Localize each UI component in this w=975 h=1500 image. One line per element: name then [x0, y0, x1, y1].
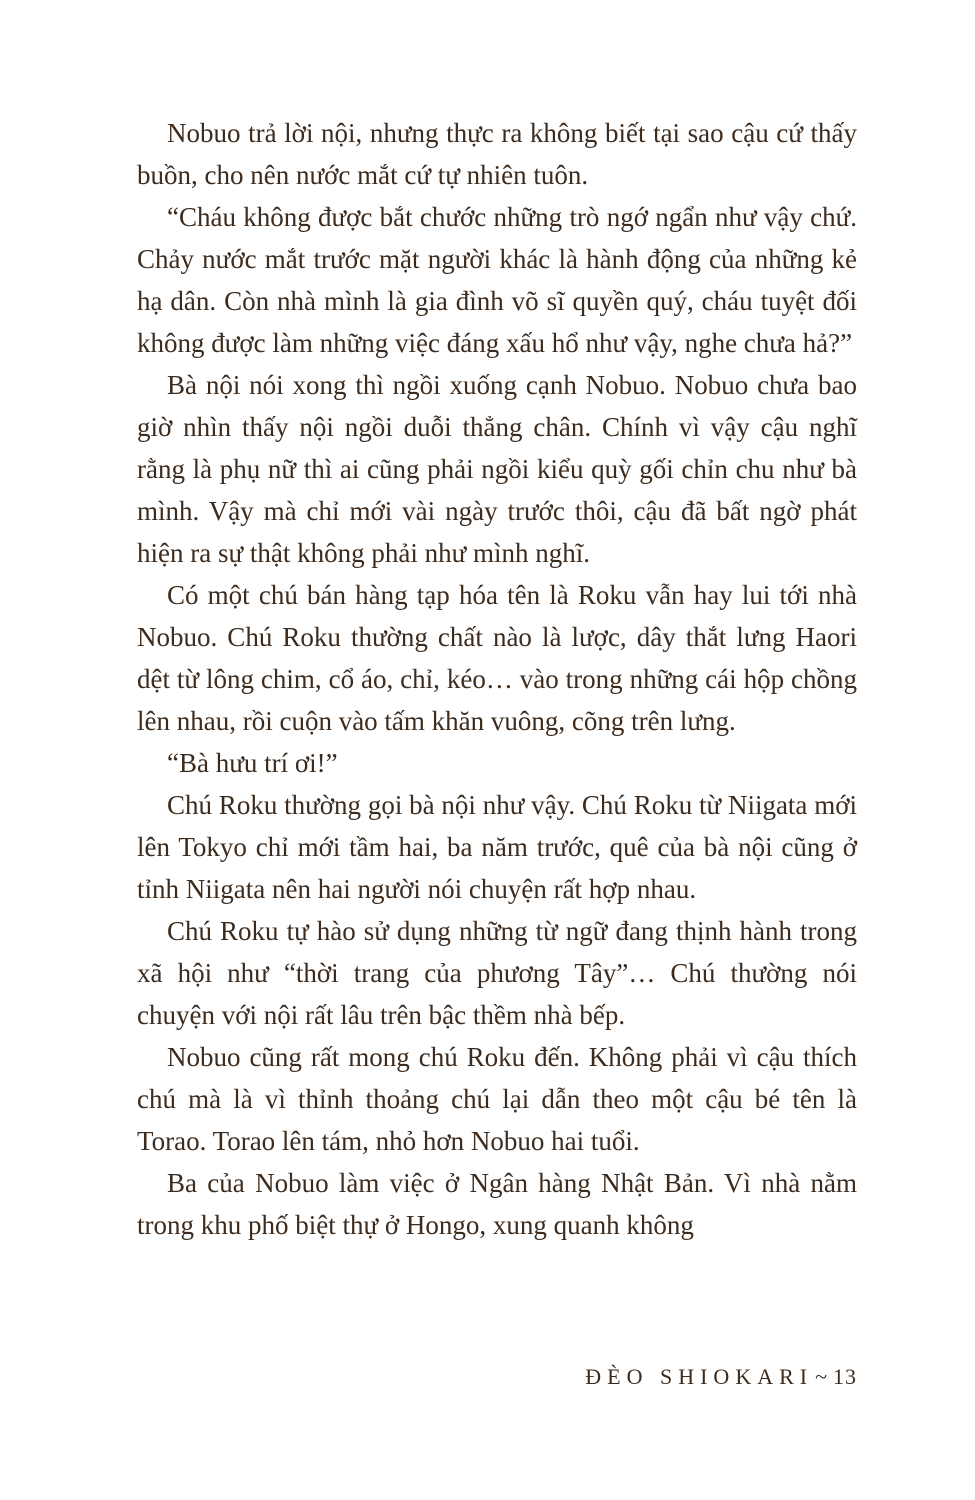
paragraph: Nobuo trả lời nội, nhưng thực ra không biết tại sao cậu cứ thấy buồn, cho nên nước mắt cứ tự nhiên tuôn. — [137, 118, 857, 190]
paragraph: Có một chú bán hàng tạp hóa tên là Roku vẫn hay lui tới nhà Nobuo. Chú Roku thường chất nào là lược, dây thắt lưng Haori dệt từ lông chim, cổ áo, chỉ, kéo… vào trong những cái hộp chồng lên nhau, rồi cuộn vào tấm khăn vuông, cõng trên lưng. — [137, 580, 857, 736]
body-text — [137, 112, 857, 1246]
paragraph: Chú Roku tự hào sử dụng những từ ngữ đang thịnh hành trong xã hội như “thời trang của phương Tây”… Chú thường nói chuyện với nội rất lâu trên bậc thềm nhà bếp. — [137, 916, 857, 1030]
paragraph: Ba của Nobuo làm việc ở Ngân hàng Nhật Bản. Vì nhà nằm trong khu phố biệt thự ở Hongo, xung quanh không — [137, 1168, 857, 1240]
paragraph: Bà nội nói xong thì ngồi xuống cạnh Nobuo. Nobuo chưa bao giờ nhìn thấy nội ngồi duỗi thẳng chân. Chính vì vậy cậu nghĩ rằng là phụ nữ thì ai cũng phải ngồi kiểu quỳ gối chỉn chu như bà mình. Vậy mà chỉ mới vài ngày trước thôi, cậu đã bất ngờ phát hiện ra sự thật không phải như mình nghĩ. — [137, 370, 857, 568]
paragraph: “Bà hưu trí ơi!” — [167, 748, 338, 778]
running-title: ĐÈO SHIOKARI — [585, 1364, 814, 1389]
footer-separator: ~ — [815, 1364, 827, 1389]
page-number: 13 — [833, 1364, 857, 1389]
paragraph: “Cháu không được bắt chước những trò ngớ ngẩn như vậy chứ. Chảy nước mắt trước mặt người khác là hành động của những kẻ hạ dân. Còn nhà mình là gia đình võ sĩ quyền quý, cháu tuyệt đối không được làm những việc đáng xấu hổ như vậy, nghe chưa hả?” — [137, 202, 857, 358]
page-footer — [137, 1362, 857, 1392]
paragraph: Chú Roku thường gọi bà nội như vậy. Chú Roku từ Niigata mới lên Tokyo chỉ mới tầm hai, ba năm trước, quê của bà nội cũng ở tỉnh Niigata nên hai người nói chuyện rất hợp nhau. — [137, 790, 857, 904]
paragraph: Nobuo cũng rất mong chú Roku đến. Không phải vì cậu thích chú mà là vì thỉnh thoảng chú lại dẫn theo một cậu bé tên là Torao. Torao lên tám, nhỏ hơn Nobuo hai tuổi. — [137, 1042, 857, 1156]
